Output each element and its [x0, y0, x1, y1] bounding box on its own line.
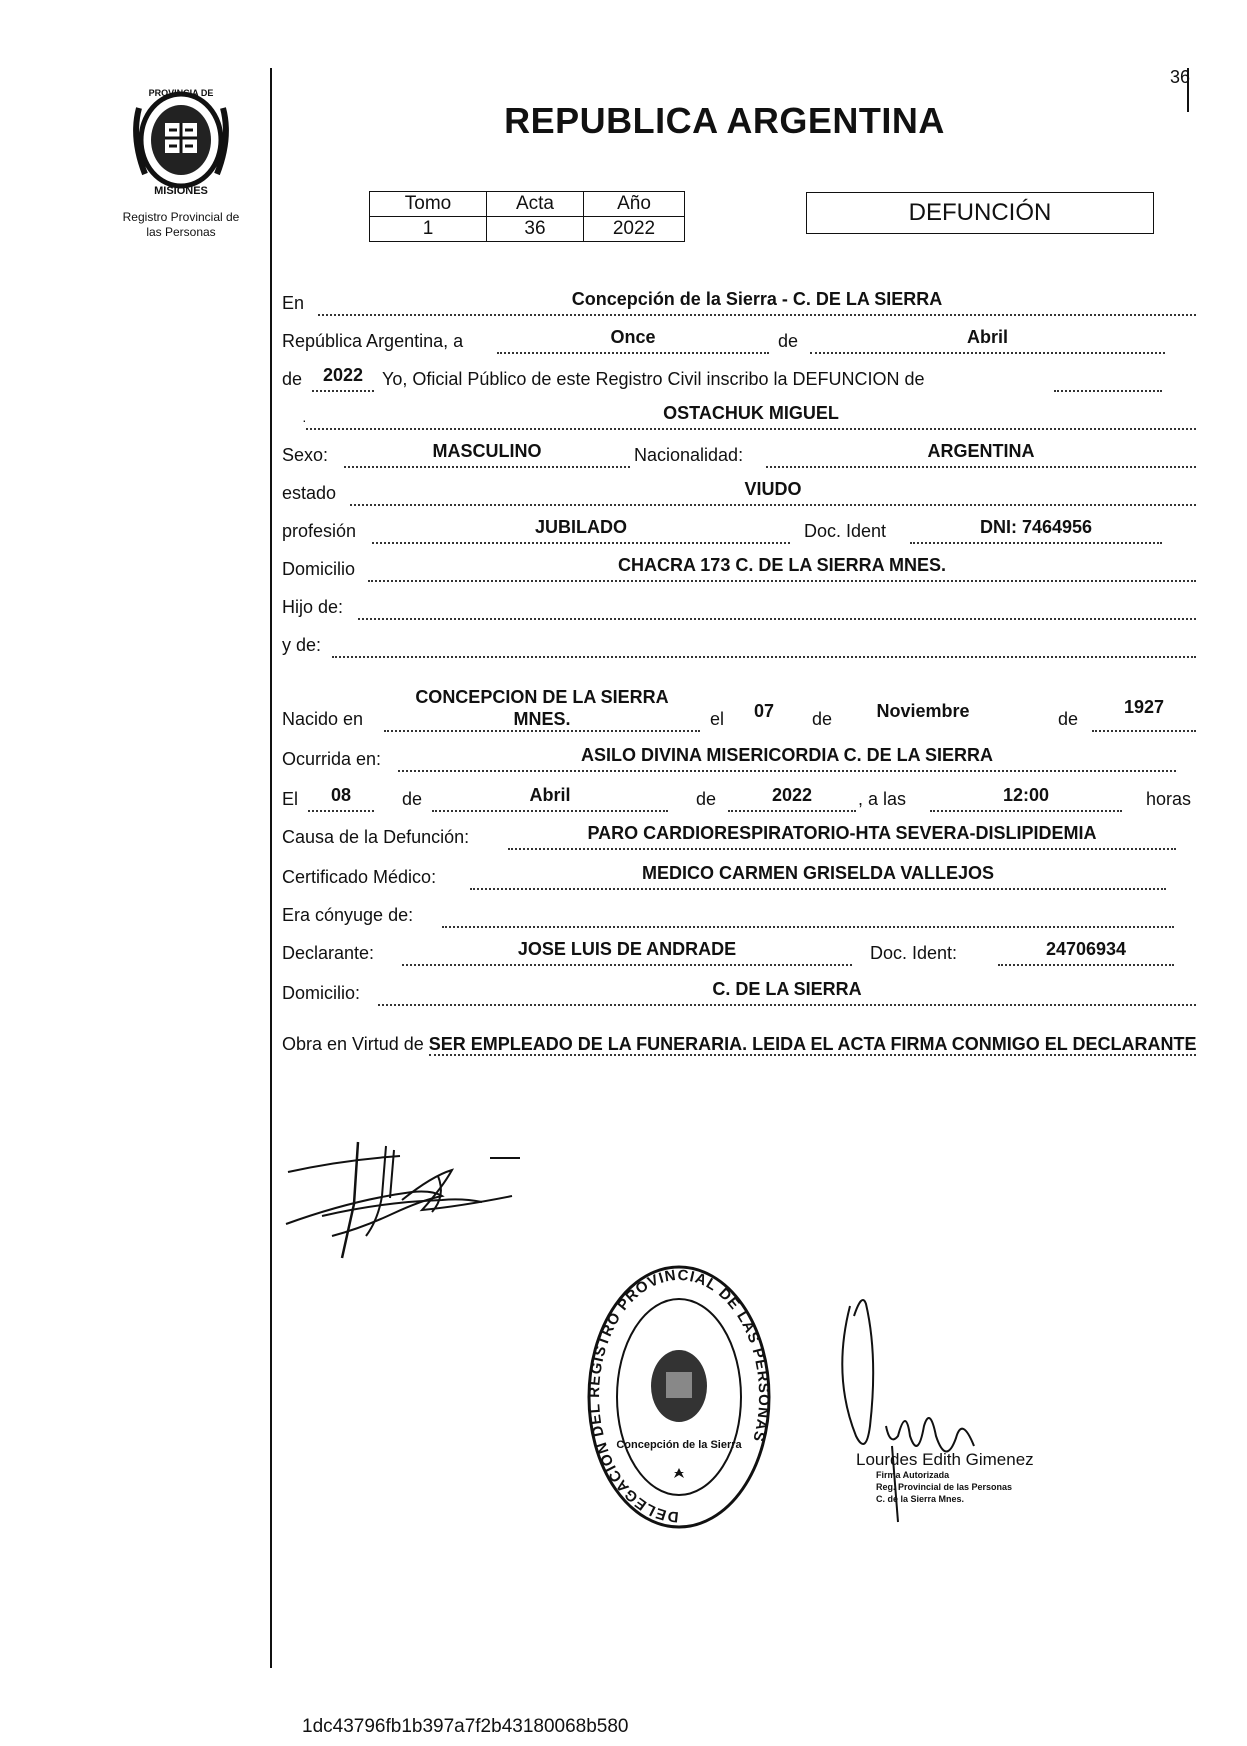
row-en	[282, 286, 1199, 318]
row-fecha-defuncion	[282, 782, 1199, 814]
stamp-ring-text: DELEGACION DEL REGISTRO PROVINCIAL DE LAS PERSONAS	[586, 1266, 772, 1526]
row-declarante	[282, 936, 1199, 968]
registry-table	[369, 191, 685, 242]
stamp-inner-text: Concepción de la Sierra	[616, 1439, 742, 1451]
day-words-value: Once	[610, 327, 656, 347]
month-field	[810, 322, 1165, 354]
doc-ident-field	[910, 512, 1162, 544]
row-inscribo	[282, 362, 1199, 394]
birth-de-1: de	[812, 709, 833, 729]
tomo-value: 1	[370, 217, 487, 242]
decl-doc-label: Doc. Ident:	[870, 943, 958, 963]
org-line-1: Registro Provincial de	[122, 210, 240, 224]
row-deceased-name	[282, 400, 1199, 432]
inscribo-trailing-field	[1054, 360, 1162, 392]
row-certificado	[282, 860, 1199, 892]
death-day-field	[308, 780, 374, 812]
sexo-field	[344, 436, 630, 468]
death-time-value: 12:00	[1002, 785, 1050, 805]
yde-field	[332, 626, 1196, 658]
official-stamp	[586, 1262, 772, 1532]
nacionalidad-value: ARGENTINA	[927, 441, 1035, 461]
domicilio-value: CHACRA 173 C. DE LA SIERRA MNES.	[617, 555, 947, 575]
logo-bottom-text: MISIONES	[154, 185, 208, 197]
deceased-name-value: OSTACHUK MIGUEL	[663, 403, 839, 423]
nacido-label: Nacido en	[282, 709, 364, 729]
death-month-value: Abril	[529, 785, 571, 805]
death-de-2: de	[696, 789, 717, 809]
day-field	[497, 322, 769, 354]
hijo-label: Hijo de:	[282, 597, 344, 617]
de-label: de	[778, 331, 799, 351]
page-number: 36	[1170, 67, 1191, 87]
causa-field	[508, 818, 1176, 850]
domicilio-field	[368, 550, 1196, 582]
declarant-signature	[282, 1140, 522, 1270]
ocurrida-field	[398, 740, 1176, 772]
el-label: el	[710, 709, 725, 729]
death-year-value: 2022	[771, 785, 813, 805]
declarante-field	[402, 934, 852, 966]
causa-value: PARO CARDIORESPIRATORIO-HTA SEVERA-DISLIPIDEMIA	[587, 823, 1097, 843]
alas-label: , a las	[858, 789, 907, 809]
en-value: Concepción de la Sierra - C. DE LA SIERRA	[571, 289, 943, 309]
row-republica	[282, 324, 1199, 356]
death-month-field	[432, 780, 668, 812]
obra-en-virtud	[282, 1031, 1202, 1057]
decl-dom-label: Domicilio:	[282, 983, 361, 1003]
year-field	[312, 360, 374, 392]
org-line-2: las Personas	[146, 225, 216, 239]
domicilio-label: Domicilio	[282, 559, 356, 579]
logo-top-text: PROVINCIA DE	[148, 88, 214, 98]
profesion-value: JUBILADO	[534, 517, 627, 537]
signatory-name: Lourdes Edith Gimenez	[856, 1450, 1034, 1469]
row-domicilio	[282, 552, 1199, 584]
sexo-value: MASCULINO	[432, 441, 542, 461]
year-prefix-label: de	[282, 369, 303, 389]
document-title: REPUBLICA ARGENTINA	[504, 100, 945, 141]
declarante-value: JOSE LUIS DE ANDRADE	[517, 939, 737, 959]
conyuge-field	[442, 896, 1174, 928]
issuing-organization	[100, 210, 262, 240]
obra-label: Obra en Virtud de	[282, 1034, 424, 1054]
row-decl-domicilio	[282, 976, 1199, 1008]
signatory-role: Firma Autorizada	[876, 1470, 950, 1480]
conyuge-label: Era cónyuge de:	[282, 905, 414, 925]
row-ocurrida	[282, 742, 1199, 774]
left-margin-rule	[270, 68, 272, 1668]
birth-year-value: 1927	[1123, 697, 1165, 717]
nacido-line-2: MNES.	[513, 709, 571, 729]
year-value: 2022	[322, 365, 364, 385]
ocurrida-value: ASILO DIVINA MISERICORDIA C. DE LA SIERRA	[580, 745, 994, 765]
sexo-label: Sexo:	[282, 445, 329, 465]
row-conyuge	[282, 898, 1199, 930]
profesion-field	[372, 512, 790, 544]
bullet-mark: ·	[302, 412, 307, 428]
nacionalidad-field	[766, 436, 1196, 468]
nacido-line-1: CONCEPCION DE LA SIERRA	[415, 687, 669, 707]
causa-label: Causa de la Defunción:	[282, 827, 470, 847]
tomo-header: Tomo	[370, 192, 487, 217]
row-yde	[282, 628, 1199, 660]
doc-ident-label: Doc. Ident	[804, 521, 887, 541]
birth-day-field	[734, 700, 794, 732]
ocurrida-label: Ocurrida en:	[282, 749, 382, 769]
yde-label: y de:	[282, 635, 322, 655]
profesion-label: profesión	[282, 521, 357, 541]
nacido-value	[384, 686, 700, 730]
deceased-name-field	[306, 398, 1196, 430]
decl-dom-field	[378, 974, 1196, 1006]
declarante-label: Declarante:	[282, 943, 375, 963]
acta-header: Acta	[487, 192, 584, 217]
row-hijo	[282, 590, 1199, 622]
certificado-label: Certificado Médico:	[282, 867, 437, 887]
row-sexo	[282, 438, 1199, 470]
hijo-field	[358, 588, 1196, 620]
decl-dom-value: C. DE LA SIERRA	[712, 979, 862, 999]
obra-value: SER EMPLEADO DE LA FUNERARIA. LEIDA EL ACTA FIRMA CONMIGO EL DECLARANTE	[428, 1034, 1197, 1054]
month-value: Abril	[966, 327, 1008, 347]
death-de-1: de	[402, 789, 423, 809]
provincial-coat-of-arms-logo	[125, 78, 237, 198]
en-label: En	[282, 293, 305, 313]
row-causa	[282, 820, 1199, 852]
birth-month-value: Noviembre	[876, 701, 970, 721]
anio-value: 2022	[584, 217, 685, 242]
anio-header: Año	[584, 192, 685, 217]
nacido-field	[384, 678, 700, 732]
death-year-field	[728, 780, 856, 812]
el2-label: El	[282, 789, 299, 809]
document-hash: 1dc43796fb1b397a7f2b43180068b580	[302, 1716, 629, 1737]
death-time-field	[930, 780, 1122, 812]
doc-ident-value: DNI: 7464956	[979, 517, 1093, 537]
birth-de-2: de	[1058, 709, 1079, 729]
birth-day-value: 07	[753, 701, 775, 721]
estado-label: estado	[282, 483, 337, 503]
birth-month-field	[842, 700, 1004, 732]
signatory-line-2: Reg. Provincial de las Personas	[876, 1482, 1013, 1492]
signatory-line-3: C. de la Sierra Mnes.	[876, 1494, 965, 1504]
estado-field	[350, 474, 1196, 506]
document-type-box: DEFUNCIÓN	[806, 192, 1154, 234]
death-day-value: 08	[330, 785, 352, 805]
acta-value: 36	[487, 217, 584, 242]
birth-year-field	[1092, 697, 1196, 732]
row-nacido	[282, 678, 1199, 734]
republica-label: República Argentina, a	[282, 331, 464, 351]
decl-doc-field	[998, 934, 1174, 966]
horas-label: horas	[1146, 789, 1192, 809]
inscribo-text: Yo, Oficial Público de este Registro Civil inscribo la DEFUNCION de	[382, 369, 925, 389]
en-field	[318, 284, 1196, 316]
nacionalidad-label: Nacionalidad:	[634, 445, 744, 465]
decl-doc-value: 24706934	[1045, 939, 1127, 959]
estado-value: VIUDO	[744, 479, 802, 499]
row-profesion	[282, 514, 1199, 546]
row-estado	[282, 476, 1199, 508]
certificado-field	[470, 858, 1166, 890]
certificado-value: MEDICO CARMEN GRISELDA VALLEJOS	[641, 863, 995, 883]
